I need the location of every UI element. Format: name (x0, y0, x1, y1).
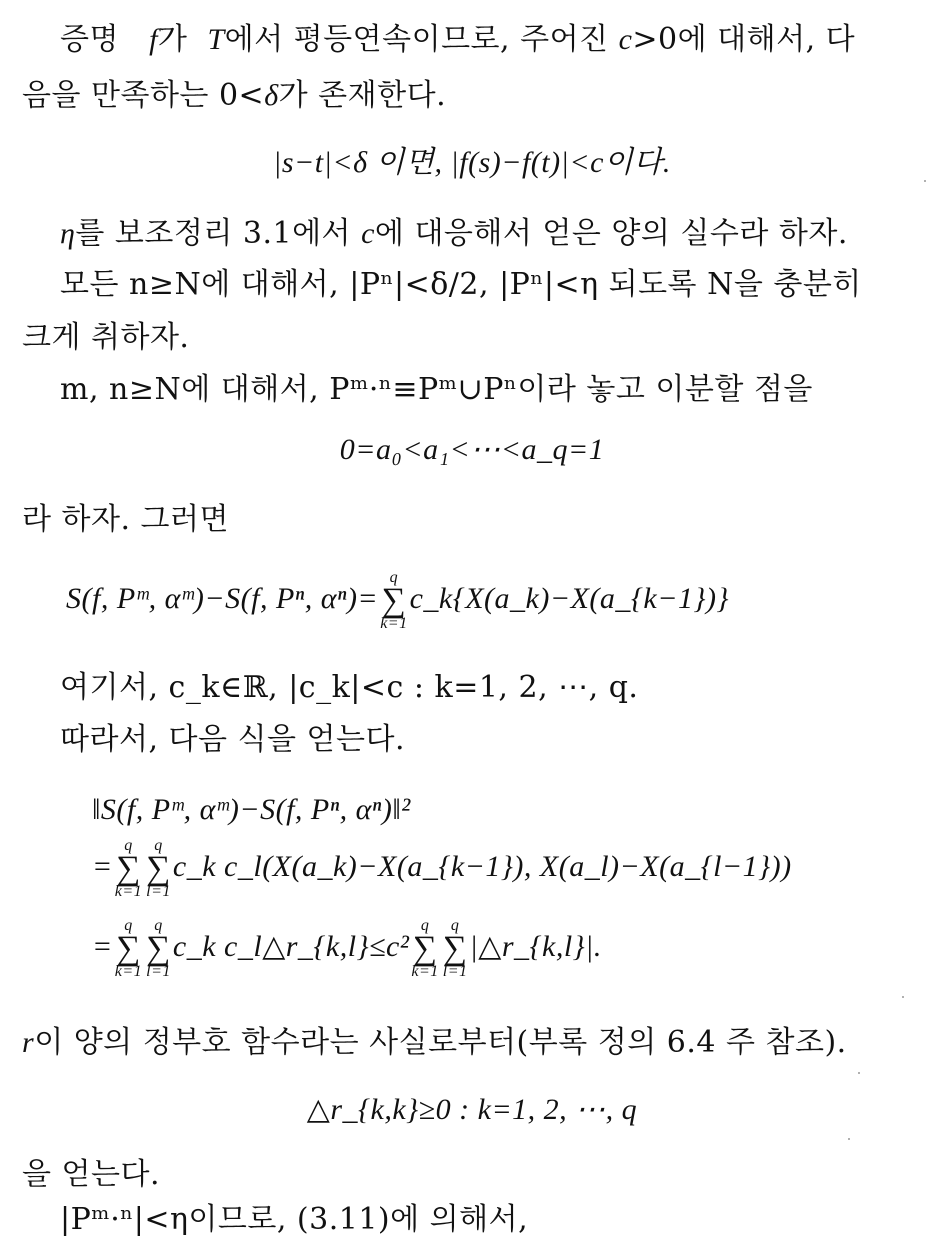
proof-line-6: 크게 취하자. (22, 320, 190, 355)
proof-line-4: η를 보조정리 3.1에서 c에 대응해서 얻은 양의 실수라 하자. (60, 216, 848, 251)
display-equation-continuity: |s−t|<δ 이면, |f(s)−f(t)|<c이다. (273, 146, 671, 179)
var-eta: η (60, 217, 76, 250)
proof-line-16: r이 양의 정부호 함수라는 사실로부터(부록 정의 6.4 주 참조). (22, 1025, 847, 1060)
sum-symbol: q ∑ l=1 (442, 917, 468, 980)
sum-symbol: q ∑ l=1 (146, 837, 171, 900)
proof-line-9: 라 하자. 그러면 (22, 502, 229, 537)
var-f: f (149, 23, 158, 56)
proof-line-5: 모든 n≥N에 대해서, |Pⁿ|<δ/2, |Pⁿ|<η 되도록 N을 충분히 (60, 267, 862, 302)
var-r: r (22, 1026, 35, 1059)
sum-symbol: q ∑ k=1 (114, 917, 143, 980)
proof-line-18: 을 얻는다. (22, 1157, 160, 1192)
scan-speck (902, 996, 904, 998)
sum-symbol: q ∑ l=1 (146, 917, 171, 980)
proof-line-11: 여기서, c_k∈ℝ, |c_k|<c : k=1, 2, ⋯, q. (60, 670, 639, 705)
display-equation-sum-difference: S(f, Pᵐ, αᵐ)−S(f, Pⁿ, αⁿ)= q ∑ k=1 c_k{X(a_k)−X(a_{k−1})} (66, 569, 729, 632)
sum-symbol: q ∑ k=1 (411, 917, 439, 980)
display-equation-expansion: = q ∑ k=1 q ∑ l=1 c_k c_l(X(a_k)−X(a_{k−1}), X(a_l)−X(a_{l−1})) (92, 837, 792, 900)
scan-speck (924, 180, 926, 182)
sum-symbol: q ∑ k=1 (380, 569, 408, 632)
proof-line-12: 따라서, 다음 식을 얻는다. (60, 722, 405, 757)
scan-speck (848, 1138, 850, 1140)
display-equation-norm: ‖S(f, Pᵐ, αᵐ)−S(f, Pⁿ, αⁿ)‖² (92, 793, 411, 826)
scan-speck (858, 1072, 860, 1074)
proof-label: 증명 (60, 22, 119, 57)
sum-symbol: q ∑ k=1 (114, 837, 143, 900)
proof-line-7: m, n≥N에 대해서, Pᵐ·ⁿ≡Pᵐ∪Pⁿ이라 놓고 이분할 점을 (60, 372, 813, 407)
var-c: c (618, 23, 633, 56)
proof-line-19: |Pᵐ·ⁿ|<η이므로, (3.11)에 의해서, (60, 1202, 529, 1237)
var-delta: δ (264, 79, 279, 112)
var-T: T (207, 23, 225, 56)
proof-line-2: 음을 만족하는 0<δ가 존재한다. (22, 78, 447, 113)
display-equation-partition: 0=a₀<a₁<⋯<a_q=1 (339, 433, 605, 466)
display-equation-nonnegative: △r_{k,k}≥0 : k=1, 2, ⋯, q (306, 1093, 638, 1126)
display-equation-bound: = q ∑ k=1 q ∑ l=1 c_k c_l△r_{k,l}≤c² q ∑ k=1 q ∑ l=1 |△r_{k,l}|. (92, 917, 602, 980)
proof-line-1: 증명 f가 T에서 평등연속이므로, 주어진 c>0에 대해서, 다 (60, 22, 856, 57)
